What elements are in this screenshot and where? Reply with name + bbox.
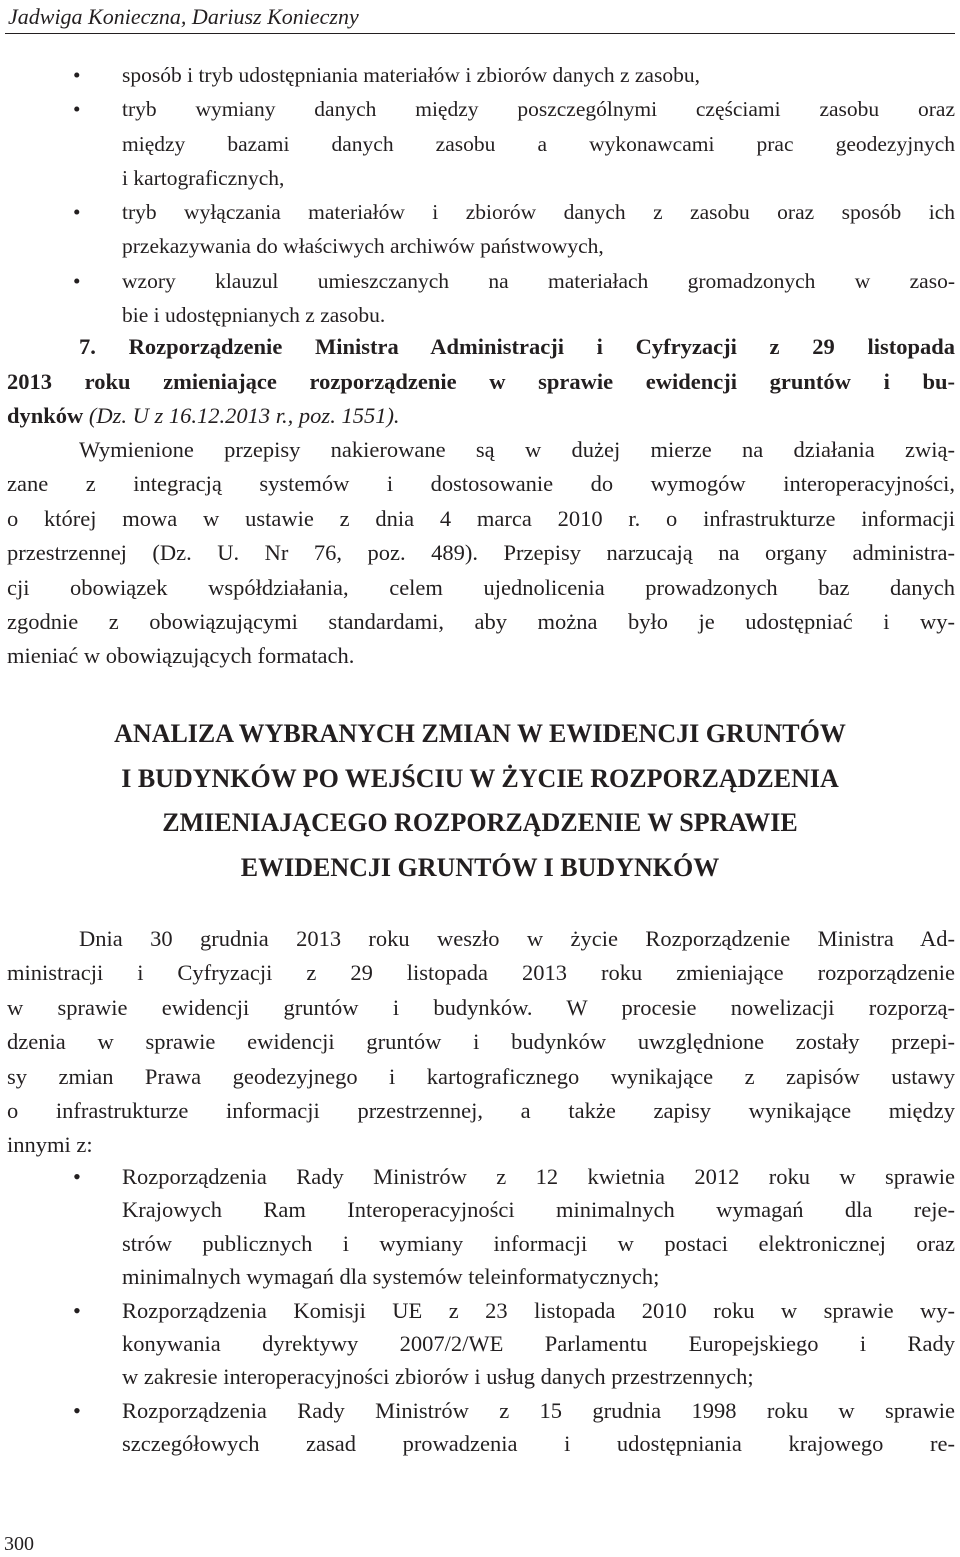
list-item-line: konywania dyrektywy 2007/2/WE Parlamentu Europejskiego i Rady — [122, 1330, 955, 1356]
list-item — [7, 58, 955, 92]
regulation-7-line: 7. Rozporządzenie Ministra Administracji i Cyfryzacji z 29 listopada — [79, 334, 955, 359]
top-bullet-list — [7, 58, 955, 332]
section-heading — [0, 712, 960, 890]
list-item — [7, 1160, 955, 1193]
section-heading-line: ZMIENIAJĄCEGO ROZPORZĄDZENIE W SPRAWIE — [162, 808, 798, 837]
list-item-line: i kartograficznych, — [122, 165, 285, 190]
paragraph-line: Dnia 30 grudnia 2013 roku weszło w życie Rozporządzenie Ministra Ad- — [79, 926, 955, 951]
paragraph-line: mieniać w obowiązujących formatach. — [7, 643, 355, 669]
list-item-line: tryb wymiany danych między poszczególnymi częściami zasobu oraz — [122, 97, 955, 122]
paragraph-line: zgodnie z obowiązującymi standardami, aby można było je udostępniać i wy- — [7, 608, 955, 634]
list-item-line: tryb wyłączania materiałów i zbiorów danych z zasobu oraz sposób ich — [122, 200, 955, 225]
paragraph-line: innymi z: — [7, 1132, 93, 1158]
section-heading-line: I BUDYNKÓW PO WEJŚCIU W ŻYCIE ROZPORZĄDZENIA — [121, 763, 839, 793]
list-item-line: Krajowych Ram Interoperacyjności minimalnych wymagań dla reje- — [122, 1197, 955, 1223]
body-paragraph-1 — [7, 433, 955, 674]
bullet-icon: • — [73, 97, 81, 122]
body-paragraph-2 — [7, 922, 955, 1163]
paragraph-line: sy zmian Prawa geodezyjnego i kartograficznego wynikające z zapisów ustawy — [7, 1063, 955, 1089]
regulation-7-entry — [7, 330, 955, 434]
list-item-line: szczegółowych zasad prowadzenia i udostępniania krajowego re- — [122, 1431, 955, 1457]
list-item-line: w zakresie interoperacyjności zbiorów i usług danych przestrzennych; — [122, 1364, 754, 1390]
list-item — [7, 1394, 955, 1427]
paragraph-line: w sprawie ewidencji gruntów i budynków. W procesie nowelizacji rozporzą- — [7, 994, 955, 1020]
running-header: Jadwiga Konieczna, Dariusz Konieczny — [8, 4, 359, 29]
list-item — [7, 195, 955, 229]
list-item-line: przekazywania do właściwych archiwów państwowych, — [122, 234, 604, 259]
paragraph-line: dzenia w sprawie ewidencji gruntów i budynków uwzględnione zostały przepi- — [7, 1029, 955, 1055]
list-item-line: Rozporządzenia Komisji UE z 23 listopada 2010 roku w sprawie wy- — [122, 1297, 955, 1323]
bullet-icon: • — [73, 63, 81, 87]
regulation-7-citation: (Dz. U z 16.12.2013 r., poz. 1551). — [83, 403, 400, 428]
paragraph-line: ministracji i Cyfryzacji z 29 listopada 2013 roku zmieniające rozporządzenie — [7, 960, 955, 986]
list-item-line: sposób i tryb udostępniania materiałów i zbiorów danych z zasobu, — [122, 63, 700, 87]
paragraph-line: cji obowiązek współdziałania, celem ujednolicenia prowadzonych baz danych — [7, 574, 955, 600]
bullet-icon: • — [73, 200, 81, 225]
list-item — [7, 1294, 955, 1327]
bullet-icon: • — [73, 1297, 81, 1323]
list-item-line: bie i udostępnianych z zasobu. — [122, 303, 386, 328]
bullet-icon: • — [73, 1397, 81, 1423]
list-item-line: minimalnych wymagań dla systemów teleinformatycznych; — [122, 1264, 660, 1290]
paragraph-line: o której mowa w ustawie z dnia 4 marca 2010 r. o infrastrukturze informacji — [7, 505, 955, 531]
section-heading-line: ANALIZA WYBRANYCH ZMIAN W EWIDENCJI GRUNTÓW — [114, 719, 846, 748]
list-item — [7, 264, 955, 298]
bottom-bullet-list — [7, 1160, 955, 1461]
regulation-7-line-end: dynków — [7, 403, 84, 428]
section-heading-line: EWIDENCJI GRUNTÓW I BUDYNKÓW — [240, 852, 720, 882]
list-item — [7, 92, 955, 126]
bullet-icon: • — [73, 1164, 81, 1189]
paragraph-line: zane z integracją systemów i dostosowanie do wymogów interoperacyjności, — [7, 471, 955, 497]
paragraph-line: Wymienione przepisy nakierowane są w dużej mierze na działania zwią- — [79, 437, 955, 462]
header-rule — [5, 33, 955, 34]
regulation-7-citation-line — [7, 399, 955, 434]
page-number: 300 — [4, 1533, 34, 1555]
list-item-line: Rozporządzenia Rady Ministrów z 12 kwietnia 2012 roku w sprawie — [122, 1164, 955, 1189]
list-item-line: Rozporządzenia Rady Ministrów z 15 grudnia 1998 roku w sprawie — [122, 1397, 955, 1423]
bullet-icon: • — [73, 268, 81, 293]
regulation-7-line: 2013 roku zmieniające rozporządzenie w sprawie ewidencji gruntów i bu- — [7, 368, 955, 394]
list-item-line: strów publicznych i wymiany informacji w postaci elektronicznej oraz — [122, 1230, 955, 1256]
paragraph-line: o infrastrukturze informacji przestrzennej, a także zapisy wynikające między — [7, 1097, 955, 1123]
list-item-line: między bazami danych zasobu a wykonawcami prac geodezyjnych — [122, 131, 955, 156]
list-item-line: wzory klauzul umieszczanych na materiałach gromadzonych w zaso- — [122, 268, 955, 293]
paragraph-line: przestrzennej (Dz. U. Nr 76, poz. 489). Przepisy narzucają na organy administra- — [7, 540, 955, 566]
